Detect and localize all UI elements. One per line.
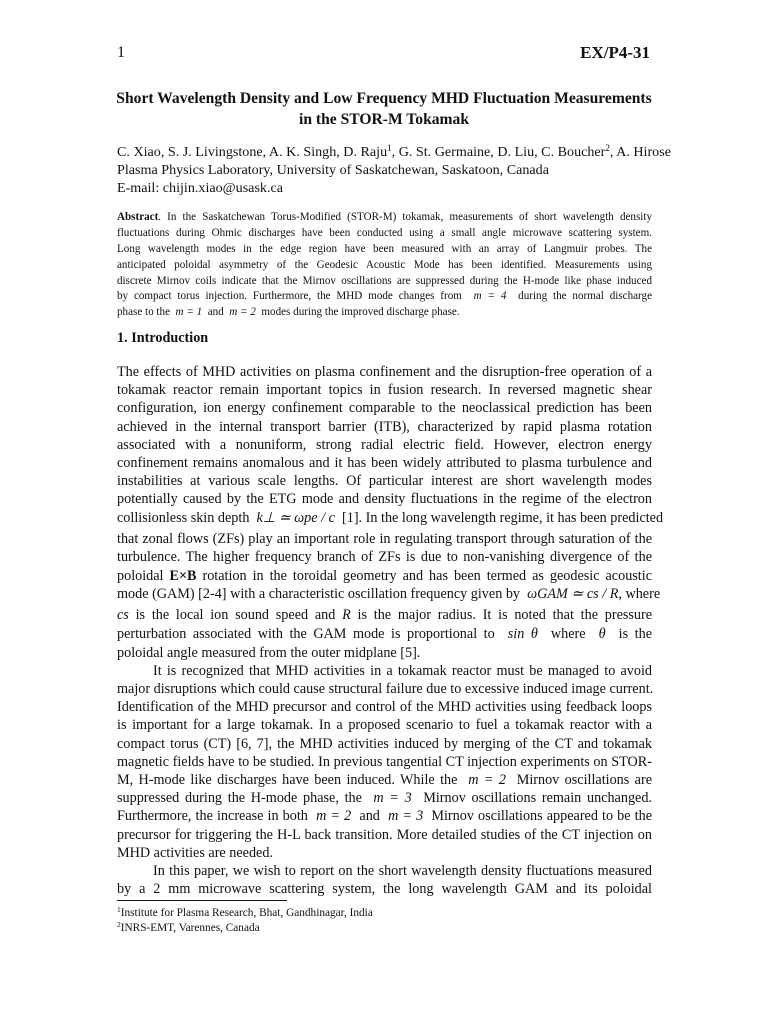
math-expression: k⊥ ≃ ωpe / c bbox=[256, 510, 335, 526]
body-line: mode (GAM) [2-4] with a characteristic oscillation frequency given by ωGAM ≃ cs / R, where bbox=[117, 585, 661, 602]
math-expression: m = 2 bbox=[316, 808, 352, 825]
page-number: 1 bbox=[117, 44, 125, 61]
body-line: In this paper, we wish to report on the short wavelength density fluctuations measured bbox=[153, 863, 652, 879]
abstract-line: fluctuations during Ohmic discharges have been conducted using a small angle microwave scattering system. bbox=[117, 226, 652, 239]
body-line: potentially caused by the ETG mode and density fluctuations in the regime of the electron bbox=[117, 491, 652, 508]
math-expression: m = 2 bbox=[468, 772, 506, 788]
body-line: by a 2 mm microwave scattering system, the long wavelength GAM and its poloidal bbox=[117, 881, 652, 898]
math-expression: m = 3 bbox=[373, 790, 412, 807]
vector-expression: E×B bbox=[169, 567, 197, 584]
abstract bbox=[117, 210, 652, 321]
body-line: The effects of MHD activities on plasma confinement and the disruption-free operation of a bbox=[117, 364, 652, 380]
body-line: major disruptions which could cause structural failure due to excessive induced image current. bbox=[117, 681, 654, 697]
body-line: instabilities at various scale lengths. Of particular interest are short wavelength modes bbox=[117, 473, 652, 490]
math-expression: sin θ bbox=[507, 626, 538, 643]
body-line: poloidal angle measured from the outer midplane [5]. bbox=[117, 644, 421, 661]
title-line: Short Wavelength Density and Low Frequency MHD Fluctuation Measurements bbox=[116, 90, 652, 107]
body-line: perturbation associated with the GAM mode is proportional to sin θ where θ is the bbox=[117, 626, 652, 643]
author-list: C. Xiao, S. J. Livingstone, A. K. Singh, D. Raju$^1$, G. St. Germaine, D. Liu, C. Boucher$^2$, A. Hirose bbox=[117, 143, 671, 160]
body-line: collisionless skin depth k⊥ ≃ ωpe / c [1]. In the long wavelength regime, it has been predicted bbox=[117, 510, 664, 526]
math-expression: m = 3 bbox=[388, 808, 424, 825]
affiliation: Plasma Physics Laboratory, University of Saskatchewan, Saskatoon, Canada bbox=[117, 162, 549, 178]
section-heading: 1. Introduction bbox=[117, 330, 209, 346]
author-email: E-mail: chijin.xiao@usask.ca bbox=[117, 180, 284, 196]
math-expression: m = 1 bbox=[175, 306, 203, 319]
paper-code: EX/P4-31 bbox=[580, 43, 650, 62]
abstract-line: Long wavelength modes in the edge region have been measured with an array of Langmuir probes. The bbox=[117, 242, 652, 255]
body-line: compact torus (CT) [6, 7], the MHD activities induced by merging of the CT and tokamak bbox=[117, 735, 652, 752]
abstract-line: by compact torus injection. Furthermore, the MHD mode changes from m = 4 during the normal discharge bbox=[117, 290, 653, 303]
math-expression: m = 4 bbox=[473, 290, 507, 303]
body-line: that zonal flows (ZFs) play an important role in regulating transport through saturation of the bbox=[117, 531, 652, 547]
body-line: tokamak reactor remain important topics in fusion research. In reversed magnetic shear bbox=[117, 382, 652, 399]
body-line: confinement remains anomalous and it has been widely attributed to plasma turbulence and bbox=[117, 455, 652, 471]
abstract-line: phase to the m = 1 and m = 2 modes during the improved discharge phase. bbox=[117, 306, 460, 319]
paper-title bbox=[100, 88, 668, 130]
author-block bbox=[117, 143, 671, 197]
abstract-line: discrete Mirnov coils indicate that the Mirnov oscillations are suppressed during the H-mode like phase induced bbox=[117, 274, 652, 287]
footnote: $^1$Institute for Plasma Research, Bhat, Gandhinagar, India bbox=[117, 905, 373, 919]
body-line: Furthermore, the increase in both m = 2 and m = 3 Mirnov oscillations appeared to be the bbox=[117, 808, 652, 825]
body-line: configuration, ion energy confinement comparable to the neoclassical prediction has been bbox=[117, 400, 652, 417]
body-line: Identification of the MHD precursor and control of the MHD activities using feedback loops bbox=[117, 699, 652, 716]
body-line: cs is the local ion sound speed and R is the major radius. It is noted that the pressure bbox=[117, 606, 653, 623]
footnote-mark: 1 bbox=[387, 143, 392, 153]
abstract-line: anticipated poloidal asymmetry of the Geodesic Acoustic Mode has been identified. Measurements using bbox=[117, 258, 652, 271]
footnote-mark: 2 bbox=[605, 143, 610, 153]
footnotes bbox=[117, 906, 373, 936]
body-line: achieved in the internal transport barrier (ITB), characterized by rapid plasma rotation bbox=[117, 418, 652, 435]
body-line: is important for a large tokamak. In a proposed scenario to fuel a tokamak reactor with a bbox=[117, 717, 652, 734]
abstract-label: Abstract bbox=[117, 211, 159, 223]
body-line: magnetic fields have to be studied. In previous tangential CT injection experiments on STOR- bbox=[117, 753, 652, 770]
math-expression: cs bbox=[117, 606, 129, 623]
math-expression: ωGAM ≃ cs / R bbox=[527, 585, 619, 602]
abstract-line: Abstract. In the Saskatchewan Torus-Modified (STOR-M) tokamak, measurements of short wavelength density bbox=[117, 211, 652, 223]
body-line: suppressed during the H-mode phase, the m = 3 Mirnov oscillations remain unchanged. bbox=[117, 790, 652, 807]
body-line: M, H-mode like discharges have been induced. While the m = 2 Mirnov oscillations are bbox=[117, 772, 652, 788]
footnote-mark: 1 bbox=[117, 905, 121, 914]
footnote-divider bbox=[117, 900, 287, 901]
body-line: precursor for triggering the H-L back transition. More detailed studies of the CT injection on bbox=[117, 826, 652, 843]
body-line: turbulence. The higher frequency branch of ZFs is due to non-vanishing divergence of the bbox=[117, 549, 652, 566]
math-expression: m = 2 bbox=[229, 306, 256, 319]
math-expression: R bbox=[342, 606, 351, 623]
math-expression: θ bbox=[598, 626, 606, 643]
footnote-mark: 2 bbox=[117, 920, 121, 929]
footnote: $^2$INRS-EMT, Varennes, Canada bbox=[117, 920, 260, 934]
body-line: It is recognized that MHD activities in a tokamak reactor must be managed to avoid bbox=[153, 662, 652, 679]
title-line: in the STOR-M Tokamak bbox=[299, 111, 469, 128]
body-line: poloidal E×B rotation in the toroidal geometry and has been termed as geodesic acoustic bbox=[117, 567, 652, 584]
body-line: MHD activities are needed. bbox=[117, 844, 274, 861]
body-line: associated with a nonuniform, strong radial electric field. However, electron energy bbox=[117, 436, 652, 453]
